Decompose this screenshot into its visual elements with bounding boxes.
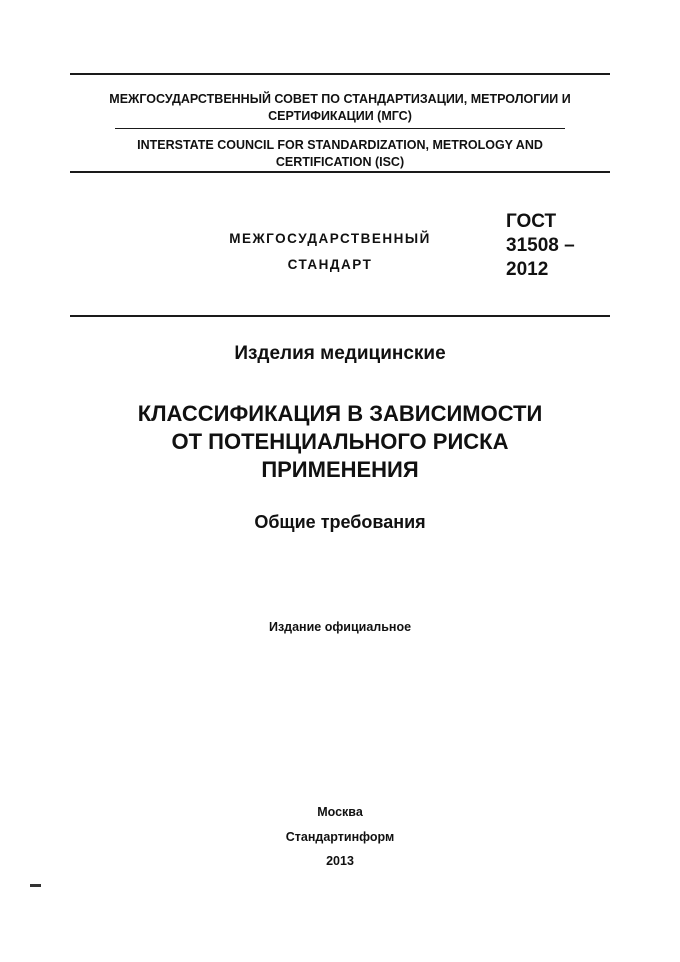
top-rule: [70, 73, 610, 75]
standard-type-line1: МЕЖГОСУДАРСТВЕННЫЙ: [229, 231, 431, 246]
edition-label: Издание официальное: [268, 620, 412, 634]
designation-line1: ГОСТ: [506, 211, 557, 232]
standard-type-line2: СТАНДАРТ: [287, 257, 373, 272]
publication-year: 2013: [326, 854, 354, 868]
publication-city: Москва: [317, 805, 363, 819]
scan-mark: [30, 884, 41, 887]
designation-bottom-rule: [70, 315, 610, 317]
council-en-line2: CERTIFICATION (ISC): [275, 155, 405, 169]
document-title-main: [70, 400, 610, 484]
council-ru-line1: МЕЖГОСУДАРСТВЕННЫЙ СОВЕТ ПО СТАНДАРТИЗАЦИИ, МЕТРОЛОГИИ И: [109, 92, 571, 106]
council-name-en: [70, 137, 610, 171]
council-divider: [115, 128, 565, 129]
header-bottom-rule: [70, 171, 610, 173]
title-main-line2: ОТ ПОТЕНЦИАЛЬНОГО РИСКА: [171, 429, 509, 454]
title-main-line3: ПРИМЕНЕНИЯ: [261, 457, 419, 482]
council-en-line1: INTERSTATE COUNCIL FOR STANDARDIZATION, METROLOGY AND: [137, 138, 543, 152]
designation-line2: 31508 –: [506, 235, 575, 256]
title-main-line1: КЛАССИФИКАЦИЯ В ЗАВИСИМОСТИ: [137, 401, 543, 426]
document-title-small: Изделия медицинские: [234, 343, 446, 364]
council-name-ru: [70, 91, 610, 125]
publisher-name: Стандартинформ: [285, 830, 395, 844]
council-ru-line2: СЕРТИФИКАЦИИ (МГС): [268, 109, 412, 123]
document-subtitle: Общие требования: [254, 512, 426, 532]
standard-designation: [506, 210, 575, 282]
designation-line3: 2012: [506, 259, 549, 280]
